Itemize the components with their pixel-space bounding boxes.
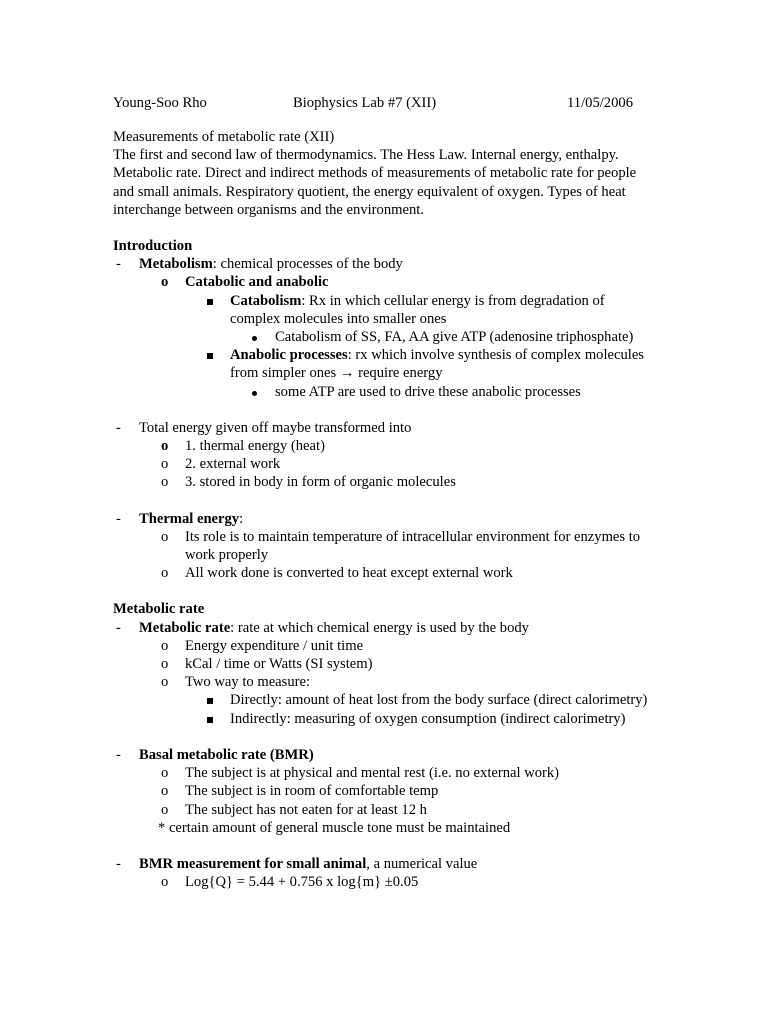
list-item-catabolic-anabolic xyxy=(113,273,658,291)
thermal-colon: : xyxy=(239,510,244,527)
metabolic-rate-term: Metabolic rate xyxy=(139,619,231,636)
list-item-total-energy xyxy=(113,419,658,437)
circle-marker: o xyxy=(161,656,169,673)
list-item-thermal-energy xyxy=(113,510,658,528)
bmr-item-text: The subject has not eaten for at least 12 h xyxy=(185,801,427,818)
metabolism-def: : chemical processes of the body xyxy=(212,256,403,273)
list-item-mr-3 xyxy=(113,673,658,691)
total-energy-text: Total energy given off maybe transformed into xyxy=(139,419,412,436)
lab-title: Biophysics Lab #7 (XII) xyxy=(293,95,437,111)
mr-item-text: Two way to measure: xyxy=(185,674,311,691)
list-item-mr-2 xyxy=(113,655,658,673)
catabolism-term: Catabolism xyxy=(230,292,302,309)
list-item-indirect xyxy=(113,710,658,728)
dash-marker: - xyxy=(116,419,121,436)
mr-item-text: Energy expenditure / unit time xyxy=(185,637,364,654)
metabolic-rate-heading: Metabolic rate xyxy=(113,601,205,618)
square-bullet-icon xyxy=(207,346,213,364)
circle-marker: o xyxy=(161,438,169,455)
author-name: Young-Soo Rho xyxy=(113,95,207,111)
dash-marker: - xyxy=(116,510,121,527)
list-item-catabolism xyxy=(113,292,658,328)
dot-bullet-icon xyxy=(252,383,257,401)
document-body xyxy=(113,128,658,891)
list-item-metabolic-rate xyxy=(113,619,658,637)
list-item-formula xyxy=(113,873,658,891)
bmr-item-text: The subject is at physical and mental rest (i.e. no external work) xyxy=(185,765,560,782)
circle-marker: o xyxy=(161,874,169,891)
list-item-energy-1 xyxy=(113,437,658,455)
bmr-formula: Log{Q} = 5.44 + 0.756 x log{m} ±0.05 xyxy=(185,874,419,891)
list-item-anabolic xyxy=(113,346,658,382)
thermal-energy-term: Thermal energy xyxy=(139,510,240,527)
topic-summary: The first and second law of thermodynamics. The Hess Law. Internal energy, enthalpy. Metabolic rate. Direct and indirect methods of measurements of metabolic rate for people and small animals. Respiratory quotient, the energy equivalent of oxygen. Types of heat interchange between organisms and the environment. xyxy=(113,147,637,218)
energy-item-text: 2. external work xyxy=(185,456,281,473)
circle-marker: o xyxy=(161,565,169,582)
direct-text: Directly: amount of heat lost from the body surface (direct calorimetry) xyxy=(230,692,648,709)
catabolism-def: : Rx in which cellular energy is from degradation of complex molecules into smaller ones xyxy=(230,292,605,327)
circle-marker: o xyxy=(161,783,169,800)
circle-marker: o xyxy=(161,528,169,545)
list-item-bmr-2 xyxy=(113,782,658,800)
list-item-direct xyxy=(113,691,658,709)
page-header xyxy=(113,94,633,112)
circle-marker: o xyxy=(161,456,169,473)
list-item-bmr-1 xyxy=(113,764,658,782)
dot-bullet-icon xyxy=(252,328,257,346)
energy-item-text: 1. thermal energy (heat) xyxy=(185,438,325,455)
thermal-item-text: Its role is to maintain temperature of intracellular environment for enzymes to work properly xyxy=(185,528,641,564)
bmr-item-text: The subject is in room of comfortable temp xyxy=(185,783,439,800)
circle-marker: o xyxy=(161,765,169,782)
square-bullet-icon xyxy=(207,691,213,709)
list-item-bmr-3 xyxy=(113,801,658,819)
anabolic-term: Anabolic processes xyxy=(230,347,348,364)
list-item-mr-1 xyxy=(113,637,658,655)
anabolic-atp-text: some ATP are used to drive these anabolic processes xyxy=(275,383,581,400)
introduction-heading: Introduction xyxy=(113,238,193,255)
topic-title: Measurements of metabolic rate (XII) xyxy=(113,129,335,145)
list-item-thermal-1 xyxy=(113,528,658,564)
anabolic-def: : rx which involve synthesis of complex molecules from simpler ones → require energy xyxy=(230,347,644,382)
metabolism-term: Metabolism xyxy=(139,256,213,273)
list-item-catabolism-atp xyxy=(113,328,658,346)
bmr-small-rest: , a numerical value xyxy=(366,855,478,872)
bmr-note: * certain amount of general muscle tone must be maintained xyxy=(158,819,511,836)
list-item-metabolism xyxy=(113,255,658,273)
list-item-energy-3 xyxy=(113,473,658,491)
circle-marker: o xyxy=(161,801,169,818)
thermal-item-text: All work done is converted to heat except external work xyxy=(185,565,513,582)
square-bullet-icon xyxy=(207,292,213,310)
dash-marker: - xyxy=(116,746,121,763)
circle-marker: o xyxy=(161,674,169,691)
list-item-thermal-2 xyxy=(113,564,658,582)
list-item-anabolic-atp xyxy=(113,383,658,401)
circle-marker: o xyxy=(161,474,169,491)
bmr-term: Basal metabolic rate (BMR) xyxy=(139,746,314,763)
circle-marker: o xyxy=(161,637,169,654)
dash-marker: - xyxy=(116,619,121,636)
list-item-bmr xyxy=(113,746,658,764)
indirect-text: Indirectly: measuring of oxygen consumption (indirect calorimetry) xyxy=(230,710,626,727)
metabolic-rate-def: : rate at which chemical energy is used by the body xyxy=(230,619,529,636)
header-date: 11/05/2006 xyxy=(567,95,633,111)
circle-marker: o xyxy=(161,274,169,291)
dash-marker: - xyxy=(116,855,121,872)
list-item-energy-2 xyxy=(113,455,658,473)
square-bullet-icon xyxy=(207,710,213,728)
list-item-bmr-small xyxy=(113,855,658,873)
bmr-small-term: BMR measurement for small animal xyxy=(139,855,367,872)
catabolism-atp-text: Catabolism of SS, FA, AA give ATP (adenosine triphosphate) xyxy=(275,329,634,346)
dash-marker: - xyxy=(116,256,121,273)
mr-item-text: kCal / time or Watts (SI system) xyxy=(185,656,373,673)
energy-item-text: 3. stored in body in form of organic molecules xyxy=(185,474,456,491)
catabolic-anabolic-label: Catabolic and anabolic xyxy=(185,274,329,291)
